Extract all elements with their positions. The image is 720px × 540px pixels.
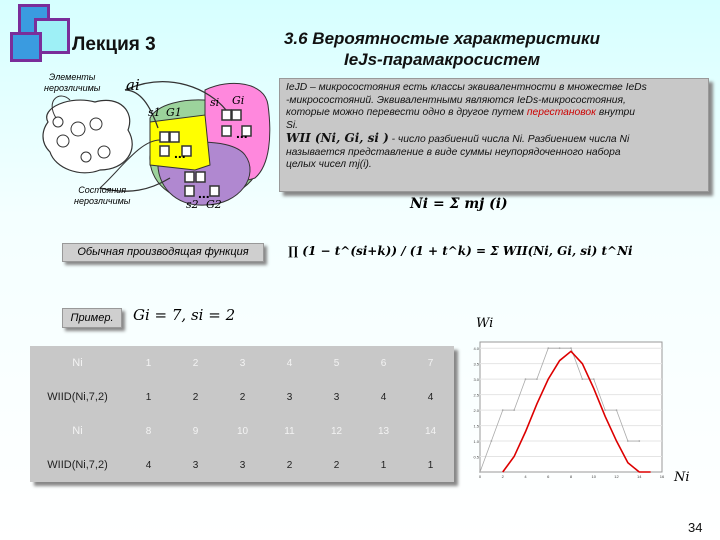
- data-point: [604, 409, 606, 411]
- x-tick-label: 16: [659, 474, 665, 479]
- table-cell: 3: [239, 357, 246, 369]
- data-point: [525, 378, 527, 380]
- sum-formula: Ni = Σ mj (i): [410, 196, 508, 212]
- table-cell: 3: [286, 391, 293, 403]
- table-cell: 14: [424, 425, 437, 437]
- description-line: Si.: [286, 119, 299, 131]
- data-point: [513, 409, 515, 411]
- chart-xlabel: Ni: [674, 470, 690, 485]
- element-ball: [71, 122, 85, 136]
- table-row-header: Ni: [72, 357, 83, 369]
- data-point: [479, 471, 481, 473]
- table-cell: 8: [145, 425, 152, 437]
- table-cell: 4: [286, 357, 293, 369]
- table-cell: 3: [333, 391, 340, 403]
- page-number: 34: [688, 520, 703, 535]
- x-tick-label: 2: [501, 474, 504, 479]
- table-cell: 12: [330, 425, 343, 437]
- y-tick-label: 1.5: [473, 423, 479, 429]
- data-point: [616, 409, 618, 411]
- description-line: WII (Ni, Gi, si ) - число разбиений числа Ni. Разбиением числа Ni: [286, 131, 630, 145]
- product-formula: ∏ (1 − t^(si+k)) / (1 + t^k) = Σ WII(Ni, Gi, si) t^Ni: [288, 244, 633, 258]
- x-tick-label: 8: [569, 474, 573, 479]
- y-tick-label: 0.5: [473, 454, 479, 460]
- data-point: [559, 347, 561, 349]
- description-line: которые можно перевести одно в другое путем перестановок внутри: [286, 107, 635, 118]
- region-yellow: [150, 115, 210, 170]
- highlight-permutations: перестановок: [526, 107, 597, 118]
- partition-table: [30, 346, 454, 482]
- table-cell: 7: [427, 357, 434, 369]
- title-line-2: IeJs-парамакросистем: [343, 50, 541, 69]
- table-cell: 2: [192, 357, 199, 369]
- lecture-title: Лекция 3: [72, 34, 156, 55]
- table-cell: 2: [239, 391, 246, 403]
- description-box: [279, 78, 709, 192]
- data-point: [570, 347, 572, 349]
- x-tick-label: 14: [637, 474, 642, 479]
- table-cell: 2: [192, 391, 199, 403]
- element-ball: [53, 117, 63, 127]
- plot-area: [480, 342, 662, 472]
- y-tick-label: 3.0: [473, 377, 479, 383]
- x-tick-label: 0: [478, 474, 482, 479]
- data-point: [581, 378, 583, 380]
- label-si: si: [210, 96, 220, 109]
- table-cell: 11: [284, 425, 295, 437]
- element-ball: [57, 135, 69, 147]
- states-label-2: нерозличимы: [74, 196, 131, 206]
- elements-label-2: нерозличимы: [44, 83, 101, 93]
- table-cell: 2: [286, 459, 293, 471]
- description-line: целых чисел mj(i).: [286, 159, 372, 170]
- table-cell: 4: [380, 391, 387, 403]
- partition-chart: [470, 338, 670, 488]
- elements-label-1: Элементы: [48, 72, 96, 82]
- table-row: [30, 448, 454, 482]
- table-row-header: Ni: [72, 425, 83, 437]
- table-cell: 6: [380, 357, 387, 369]
- states-label-1: Состояния: [78, 185, 127, 195]
- x-tick-label: 6: [547, 474, 550, 479]
- ellipsis: ...: [174, 145, 186, 161]
- data-point: [593, 378, 595, 380]
- label-a: ai: [126, 76, 140, 94]
- table-row: [30, 380, 454, 414]
- chart-ylabel: Wi: [476, 316, 494, 331]
- label-G2: G2: [206, 198, 222, 211]
- data-point: [502, 409, 504, 411]
- table-cell: 1: [380, 459, 387, 471]
- data-point: [638, 440, 640, 442]
- elements-label: [44, 72, 100, 94]
- y-tick-label: 4.0: [473, 346, 479, 352]
- y-tick-label: 2.0: [473, 408, 479, 414]
- y-tick-label: 3.5: [473, 361, 479, 367]
- table-row-header: WIID(Ni,7,2): [47, 459, 108, 471]
- y-tick-label: 2.5: [473, 392, 479, 398]
- table-cell: 13: [377, 425, 390, 437]
- element-ball: [81, 152, 91, 162]
- table-cell: 5: [333, 357, 340, 369]
- element-ball: [98, 146, 110, 158]
- table-cell: 4: [145, 459, 152, 471]
- ellipsis: ...: [236, 125, 248, 141]
- example-label: Пример.: [62, 308, 122, 328]
- table-cell: 1: [427, 459, 434, 471]
- generating-function-label: Обычная производящая функция: [62, 243, 264, 262]
- title-line-1: 3.6 Вероятностые характеристики: [283, 29, 601, 48]
- w-formula: WII (Ni, Gi, si ): [286, 131, 389, 145]
- x-tick-label: 12: [614, 474, 619, 479]
- y-tick-label: 1.0: [473, 439, 479, 445]
- data-point: [627, 440, 629, 442]
- label-G1: G1: [166, 106, 182, 119]
- table-cell: 3: [192, 459, 199, 471]
- table-row-header: WIID(Ni,7,2): [47, 391, 108, 403]
- table-cell: 3: [239, 459, 246, 471]
- data-point: [536, 378, 538, 380]
- element-ball: [90, 118, 102, 130]
- page-title: [262, 28, 622, 70]
- logo-square-blue-bottom: [10, 32, 42, 62]
- label-s2: s2: [186, 198, 199, 211]
- table-row: [30, 414, 454, 448]
- x-tick-label: 4: [524, 474, 527, 479]
- table-cell: 1: [145, 391, 152, 403]
- table-row: [30, 346, 454, 380]
- example-formula: Gi = 7, si = 2: [133, 306, 236, 324]
- label-s1: s1: [148, 106, 161, 119]
- ellipsis: ...: [198, 185, 210, 201]
- description-line: IeJD – микросостояния есть классы эквивалентности в множестве IeDs: [286, 82, 647, 93]
- description-line: -микросостояний. Эквивалентными являются IeDs-микросостояния,: [286, 94, 626, 106]
- states-label: [74, 185, 130, 207]
- data-point: [547, 347, 549, 349]
- table-cell: 10: [236, 425, 249, 437]
- table-cell: 4: [427, 391, 434, 403]
- x-tick-label: 10: [591, 474, 596, 479]
- table-cell: 9: [192, 425, 199, 437]
- table-cell: 2: [333, 459, 340, 471]
- table-cell: 1: [145, 357, 152, 369]
- data-point: [490, 440, 492, 442]
- description-line: называется представление в виде суммы неупорядоченного набора: [286, 146, 621, 158]
- label-Gi: Gi: [232, 94, 245, 107]
